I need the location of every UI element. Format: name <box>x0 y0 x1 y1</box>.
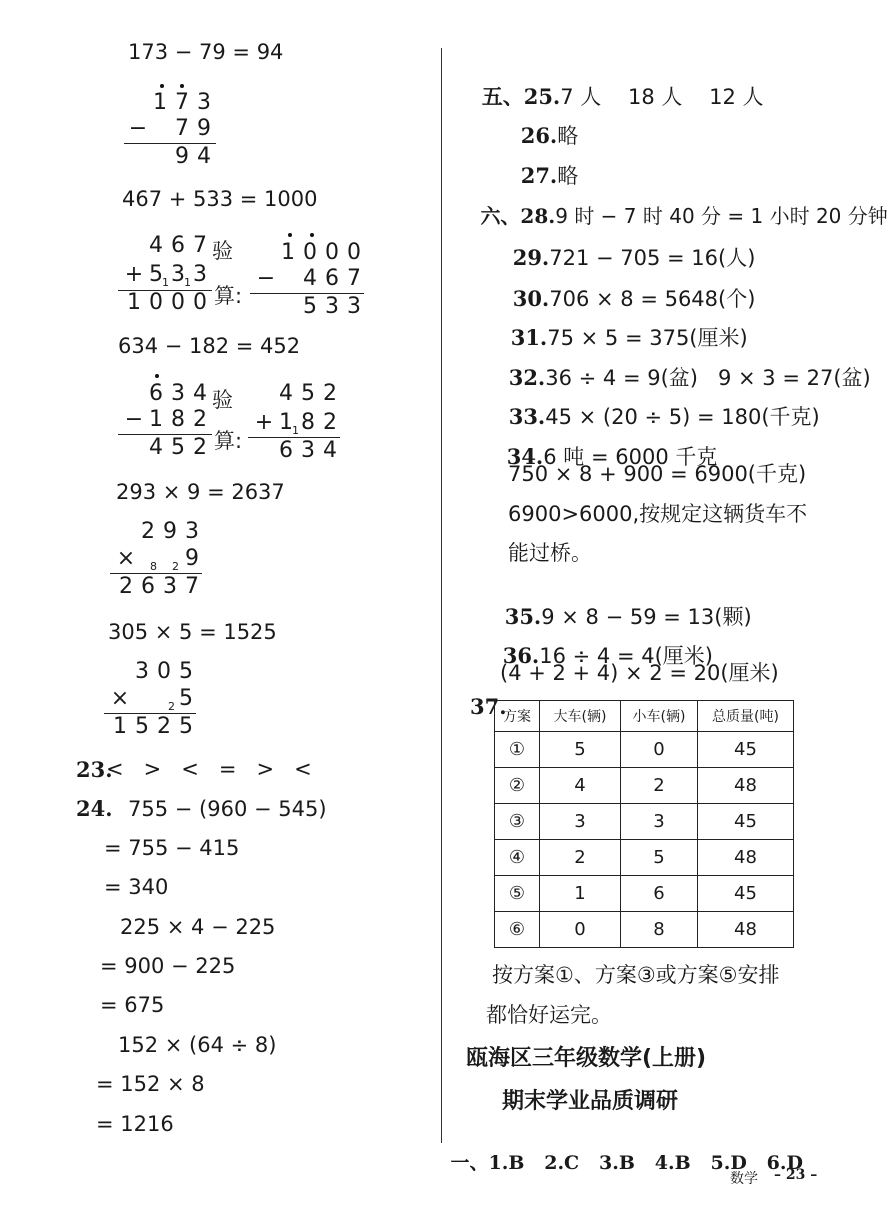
digit: 8 <box>171 407 185 432</box>
digit: 0 <box>157 659 171 684</box>
digit: 9 <box>197 116 211 141</box>
digit: 6 <box>149 381 163 406</box>
digit: 6 <box>171 233 185 258</box>
carry-mark: 2 <box>172 560 179 573</box>
digit: 2 <box>157 714 171 739</box>
digit: 5 <box>171 435 185 460</box>
table-row <box>495 876 794 912</box>
operator: + <box>254 410 274 435</box>
digit: 9 <box>163 519 177 544</box>
table-cell: ⑤ <box>495 876 540 912</box>
digit: 5 <box>179 659 193 684</box>
digit: 9 <box>175 144 189 169</box>
operator: × <box>116 546 136 571</box>
digit: 1 <box>153 90 167 115</box>
digit: 2 <box>323 381 337 406</box>
digit: 4 <box>279 381 293 406</box>
q24-line: = 675 <box>100 993 165 1017</box>
digit: 7 <box>175 90 189 115</box>
q34-answer: 6 吨 = 6000 千克 <box>543 445 718 469</box>
q24-line: 225 × 4 − 225 <box>120 915 276 939</box>
section-title-line-2: 期末学业品质调研 <box>502 1089 679 1114</box>
digit: 7 <box>185 574 199 599</box>
q32-number: 32. <box>508 365 546 390</box>
q23-number: 23. <box>76 757 113 782</box>
digit: 3 <box>193 262 207 287</box>
borrow-dot <box>288 233 292 237</box>
q24-line: = 900 − 225 <box>100 954 236 978</box>
q32-answer: 36 ÷ 4 = 9(盆) 9 × 3 = 27(盆) <box>545 366 871 390</box>
q30-number: 30. <box>512 286 550 311</box>
digit: 2 <box>323 410 337 435</box>
table-cell: 5 <box>621 840 698 876</box>
digit: 4 <box>303 266 317 291</box>
operator: − <box>128 116 148 141</box>
table-cell: 48 <box>698 768 794 804</box>
q36-answer: 16 ÷ 4 = 4(厘米) <box>539 644 713 668</box>
table-cell: 0 <box>621 732 698 768</box>
digit: 9 <box>185 546 199 571</box>
footer-page-number: – 23 – <box>774 1167 818 1183</box>
table-row <box>495 804 794 840</box>
digit: 6 <box>141 574 155 599</box>
operator: × <box>110 686 130 711</box>
digit: 5 <box>135 714 149 739</box>
table-cell: 48 <box>698 840 794 876</box>
digit: 1 <box>281 240 295 265</box>
table-cell: 8 <box>621 912 698 948</box>
table-cell: 4 <box>540 768 621 804</box>
q24-line: 152 × (64 ÷ 8) <box>118 1033 277 1057</box>
q34-line-3: 6900>6000,按规定这辆货车不 <box>508 502 808 526</box>
table-cell: 5 <box>540 732 621 768</box>
table-row <box>495 912 794 948</box>
q37-number: 37. <box>470 694 507 719</box>
check-label-yan: 验 <box>212 388 233 412</box>
table-cell: ① <box>495 732 540 768</box>
digit: 6 <box>279 438 293 463</box>
eq-293-times-9: 293 × 9 = 2637 <box>116 480 285 504</box>
q27-number: 27. <box>520 163 558 188</box>
digit: 6 <box>325 266 339 291</box>
digit: 0 <box>193 290 207 315</box>
section-1-label: 一、 <box>450 1152 489 1174</box>
eq-467-plus-533: 467 + 533 = 1000 <box>122 187 318 211</box>
q35-number: 35. <box>504 604 542 629</box>
check-label-suan: 算: <box>214 284 243 308</box>
table-cell: 6 <box>621 876 698 912</box>
digit: 5 <box>179 686 193 711</box>
eq-305-times-5: 305 × 5 = 1525 <box>108 620 277 644</box>
q34-number: 34. <box>506 444 544 469</box>
q37-answer-line-2: 都恰好运完。 <box>486 1003 612 1027</box>
q31-number: 31. <box>510 325 548 350</box>
table-cell: 45 <box>698 732 794 768</box>
digit: 8 <box>301 410 315 435</box>
carry-mark: 1 <box>184 276 191 289</box>
q24-line: = 340 <box>104 875 169 899</box>
q30-answer: 706 × 8 = 5648(个) <box>549 287 756 311</box>
digit: 7 <box>347 266 361 291</box>
digit: 2 <box>193 435 207 460</box>
table-cell: 2 <box>621 768 698 804</box>
carry-mark: 1 <box>162 276 169 289</box>
q26-answer: 略 <box>557 124 579 148</box>
q34-line-2: 750 × 8 + 900 = 6900(千克) <box>508 462 807 486</box>
q37-answer-line-1: 按方案①、方案③或方案⑤安排 <box>492 963 780 987</box>
q26-number: 26. <box>520 123 558 148</box>
table-cell: 3 <box>621 804 698 840</box>
table-cell: 48 <box>698 912 794 948</box>
digit: 3 <box>325 294 339 319</box>
borrow-dot <box>310 233 314 237</box>
borrow-dot <box>160 84 164 88</box>
q24-line: = 755 − 415 <box>104 836 240 860</box>
carry-mark: 8 <box>150 560 157 573</box>
q25-number: 五、25. <box>481 84 561 109</box>
table-header: 小车(辆) <box>621 701 698 732</box>
digit: 0 <box>171 290 185 315</box>
q34-line-4: 能过桥。 <box>508 541 592 565</box>
check-label-yan: 验 <box>212 239 233 263</box>
carry-mark: 2 <box>168 700 175 713</box>
digit: 2 <box>193 407 207 432</box>
q27-answer: 略 <box>557 164 579 188</box>
digit: 0 <box>149 290 163 315</box>
footer-subject: 数学 <box>730 1171 758 1187</box>
table-cell: ② <box>495 768 540 804</box>
q24-number: 24. <box>76 796 113 821</box>
q29-number: 29. <box>512 245 550 270</box>
table-cell: ④ <box>495 840 540 876</box>
digit: 4 <box>149 435 163 460</box>
table-cell: 0 <box>540 912 621 948</box>
table-cell: 2 <box>540 840 621 876</box>
digit: 3 <box>347 294 361 319</box>
table-cell: 3 <box>540 804 621 840</box>
table-row <box>495 840 794 876</box>
operator: − <box>256 266 276 291</box>
borrow-dot <box>180 84 184 88</box>
digit: 3 <box>171 262 185 287</box>
q33-answer: 45 × (20 ÷ 5) = 180(千克) <box>545 405 820 429</box>
q36-line-2: (4 + 2 + 4) × 2 = 20(厘米) <box>500 661 779 685</box>
digit: 2 <box>141 519 155 544</box>
q24-line: = 152 × 8 <box>96 1072 205 1096</box>
eq-634-minus-182: 634 − 182 = 452 <box>118 334 301 358</box>
digit: 3 <box>163 574 177 599</box>
q25-answer: 7 人 18 人 12 人 <box>560 85 764 109</box>
digit: 3 <box>135 659 149 684</box>
section-1-answers: 1.B 2.C 3.B 4.B 5.D 6.D <box>488 1152 803 1174</box>
digit: 1 <box>113 714 127 739</box>
section-title-line-1: 瓯海区三年级数学(上册) <box>466 1046 707 1071</box>
q29-answer: 721 − 705 = 16(人) <box>549 246 756 270</box>
digit: 4 <box>193 381 207 406</box>
operator: + <box>124 262 144 287</box>
q36-number: 36. <box>502 643 540 668</box>
digit: 4 <box>323 438 337 463</box>
digit: 5 <box>303 294 317 319</box>
digit: 5 <box>149 262 163 287</box>
table-header: 方案 <box>495 701 540 732</box>
table-cell: 1 <box>540 876 621 912</box>
q28-answer: 9 时 − 7 时 40 分 = 1 小时 20 分钟 <box>555 204 888 228</box>
table-cell: ⑥ <box>495 912 540 948</box>
q23-answer: < > < = > < <box>106 757 312 781</box>
digit: 3 <box>301 438 315 463</box>
digit: 7 <box>193 233 207 258</box>
digit: 0 <box>347 240 361 265</box>
digit: 4 <box>197 144 211 169</box>
digit: 3 <box>171 381 185 406</box>
table-header: 总质量(吨) <box>698 701 794 732</box>
q28-number: 六、28. <box>480 204 556 228</box>
digit: 3 <box>185 519 199 544</box>
digit: 3 <box>197 90 211 115</box>
digit: 4 <box>149 233 163 258</box>
eq-173-minus-79: 173 − 79 = 94 <box>128 40 284 64</box>
q31-answer: 75 × 5 = 375(厘米) <box>547 326 748 350</box>
borrow-dot <box>155 374 159 378</box>
carry-mark: 1 <box>292 424 299 437</box>
table-cell: 45 <box>698 804 794 840</box>
table-cell: 45 <box>698 876 794 912</box>
q33-number: 33. <box>508 404 546 429</box>
digit: 1 <box>149 407 163 432</box>
check-label-suan: 算: <box>214 429 243 453</box>
table-header: 大车(辆) <box>540 701 621 732</box>
digit: 0 <box>325 240 339 265</box>
digit: 2 <box>119 574 133 599</box>
digit: 7 <box>175 116 189 141</box>
operator: − <box>124 407 144 432</box>
column-divider <box>441 48 442 1143</box>
table-cell: ③ <box>495 804 540 840</box>
digit: 1 <box>127 290 141 315</box>
digit: 5 <box>179 714 193 739</box>
table-header-row <box>495 701 794 732</box>
digit: 0 <box>303 240 317 265</box>
digit: 5 <box>301 381 315 406</box>
table-row <box>495 768 794 804</box>
table-row <box>495 732 794 768</box>
q37-table <box>494 700 794 948</box>
q24-line: = 1216 <box>96 1112 174 1136</box>
q24-line: 755 − (960 − 545) <box>128 797 327 821</box>
digit: 1 <box>279 410 293 435</box>
q35-answer: 9 × 8 − 59 = 13(颗) <box>541 605 752 629</box>
